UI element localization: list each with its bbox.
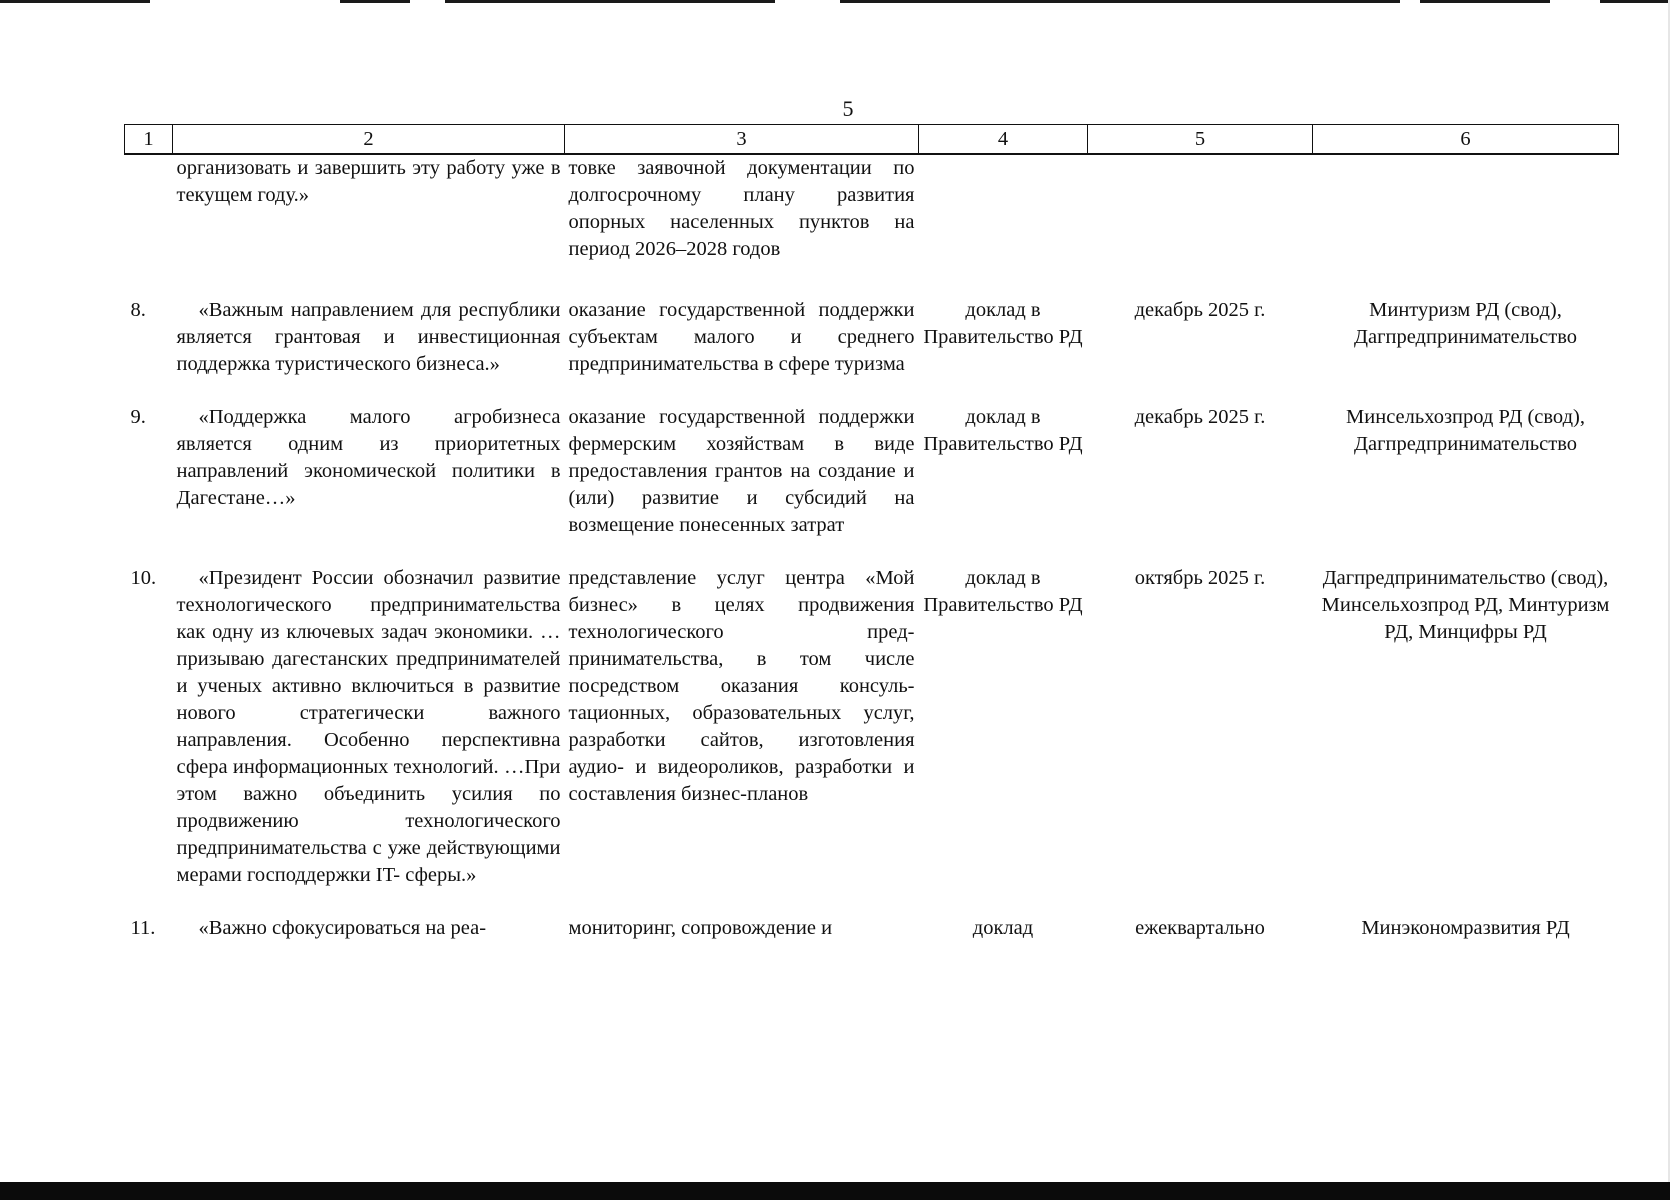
table-row: [125, 915, 1619, 942]
row-number: [125, 154, 173, 263]
responsible: Минтуризм РД (свод), Дагпредпринимательство: [1354, 298, 1577, 348]
column-header: 6: [1313, 125, 1619, 154]
scan-edge-top: [0, 0, 150, 3]
column-header: 2: [173, 125, 565, 154]
responsible: Дагпредпринимательство (свод), Минсельхозпрод РД, Минтуризм РД, Минцифры РД: [1321, 566, 1610, 643]
measure-description: представление услуг центра «Мой бизнес» в целях продвижения технологического предпринимательства, в том числе посредством оказания консультационных, образовательных услуг, разработки сайтов, изготовления аудио- и видеороликов, разработки и составления бизнес-планов: [568, 566, 915, 805]
deadline: [1088, 154, 1313, 263]
deadline: октябрь 2025 г.: [1134, 566, 1266, 589]
scan-edge-top: [445, 0, 775, 3]
report-form: доклад в Правительство РД: [923, 298, 1083, 348]
scan-edge-bottom: [0, 1182, 1670, 1200]
quote-text: «Поддержка малого агробизнеса является одним из приоритетных направлений экономической политики в Дагестане…»: [176, 405, 561, 509]
report-form: доклад в Правительство РД: [923, 566, 1083, 616]
table-row: [125, 404, 1619, 539]
responsible: Минэкономразвития РД: [1361, 916, 1570, 939]
president-quote: [173, 404, 565, 539]
measure-description: товке заявочной документации по долгосрочному плану развития опорных населенных пунктов на период 2026–2028 годов: [568, 156, 915, 260]
row-spacer: [125, 378, 1619, 404]
row-number: 9.: [130, 405, 146, 428]
table-row: [125, 154, 1619, 263]
quote-text: «Президент России обозначил развитие технологического предпринимательства как одну из ключевых задач экономики. … призываю дагестанских предпринимателей и ученых активно включиться в развитие нового стратегически важного направления. Особенно перспективна сфера информационных технологий. …При этом важно объединить усилия по продвижению технологического предпринимательства с уже действующими мерами господдержки IT- сферы.»: [176, 566, 561, 886]
president-quote: организовать и завершить эту работу уже в текущем году.»: [176, 156, 561, 206]
deadline: декабрь 2025 г.: [1134, 405, 1266, 428]
column-header: 4: [919, 125, 1088, 154]
responsible: Минсельхозпрод РД (свод), Дагпредпринимательство: [1346, 405, 1585, 455]
report-form: доклад в Правительство РД: [923, 405, 1083, 455]
scan-edge-top: [340, 0, 410, 3]
row-spacer: [125, 889, 1619, 915]
quote-text: «Важным направлением для республики является грантовая и инвестиционная поддержка туристического бизнеса.»: [176, 298, 561, 375]
deadline: ежеквартально: [1135, 916, 1265, 939]
report-form: доклад: [972, 916, 1034, 939]
row-number: 11.: [130, 916, 156, 939]
measure-description: оказание государственной поддержки фермерским хозяйствам в виде предоставления грантов на создание и (или) развитие и субсидий на возмещение понесенных затрат: [568, 405, 915, 536]
column-header: 1: [125, 125, 173, 154]
column-header: 5: [1088, 125, 1313, 154]
deadline: декабрь 2025 г.: [1134, 298, 1266, 321]
column-header: 3: [565, 125, 919, 154]
president-quote: [173, 297, 565, 378]
quote-text: «Важно сфокусироваться на реа-: [198, 916, 487, 939]
scan-edge-top: [840, 0, 1400, 3]
row-number: 8.: [130, 298, 146, 321]
president-quote: [173, 565, 565, 889]
row-spacer: [125, 539, 1619, 565]
report-form: [919, 154, 1088, 263]
responsible: [1313, 154, 1619, 263]
table-header-row: [125, 125, 1619, 154]
row-number: 10.: [130, 566, 157, 589]
table-row: [125, 565, 1619, 889]
scan-edge-top: [1600, 0, 1670, 3]
measure-description: оказание государственной поддержки субъектам малого и среднего предпринимательства в сфере туризма: [568, 298, 915, 375]
president-quote: [173, 915, 565, 942]
measures-table: [124, 124, 1619, 942]
row-spacer: [125, 263, 1619, 297]
table-row: [125, 297, 1619, 378]
scan-edge-top: [1420, 0, 1550, 3]
measure-description: мониторинг, сопровождение и: [568, 916, 833, 939]
page-number: 5: [842, 96, 854, 121]
